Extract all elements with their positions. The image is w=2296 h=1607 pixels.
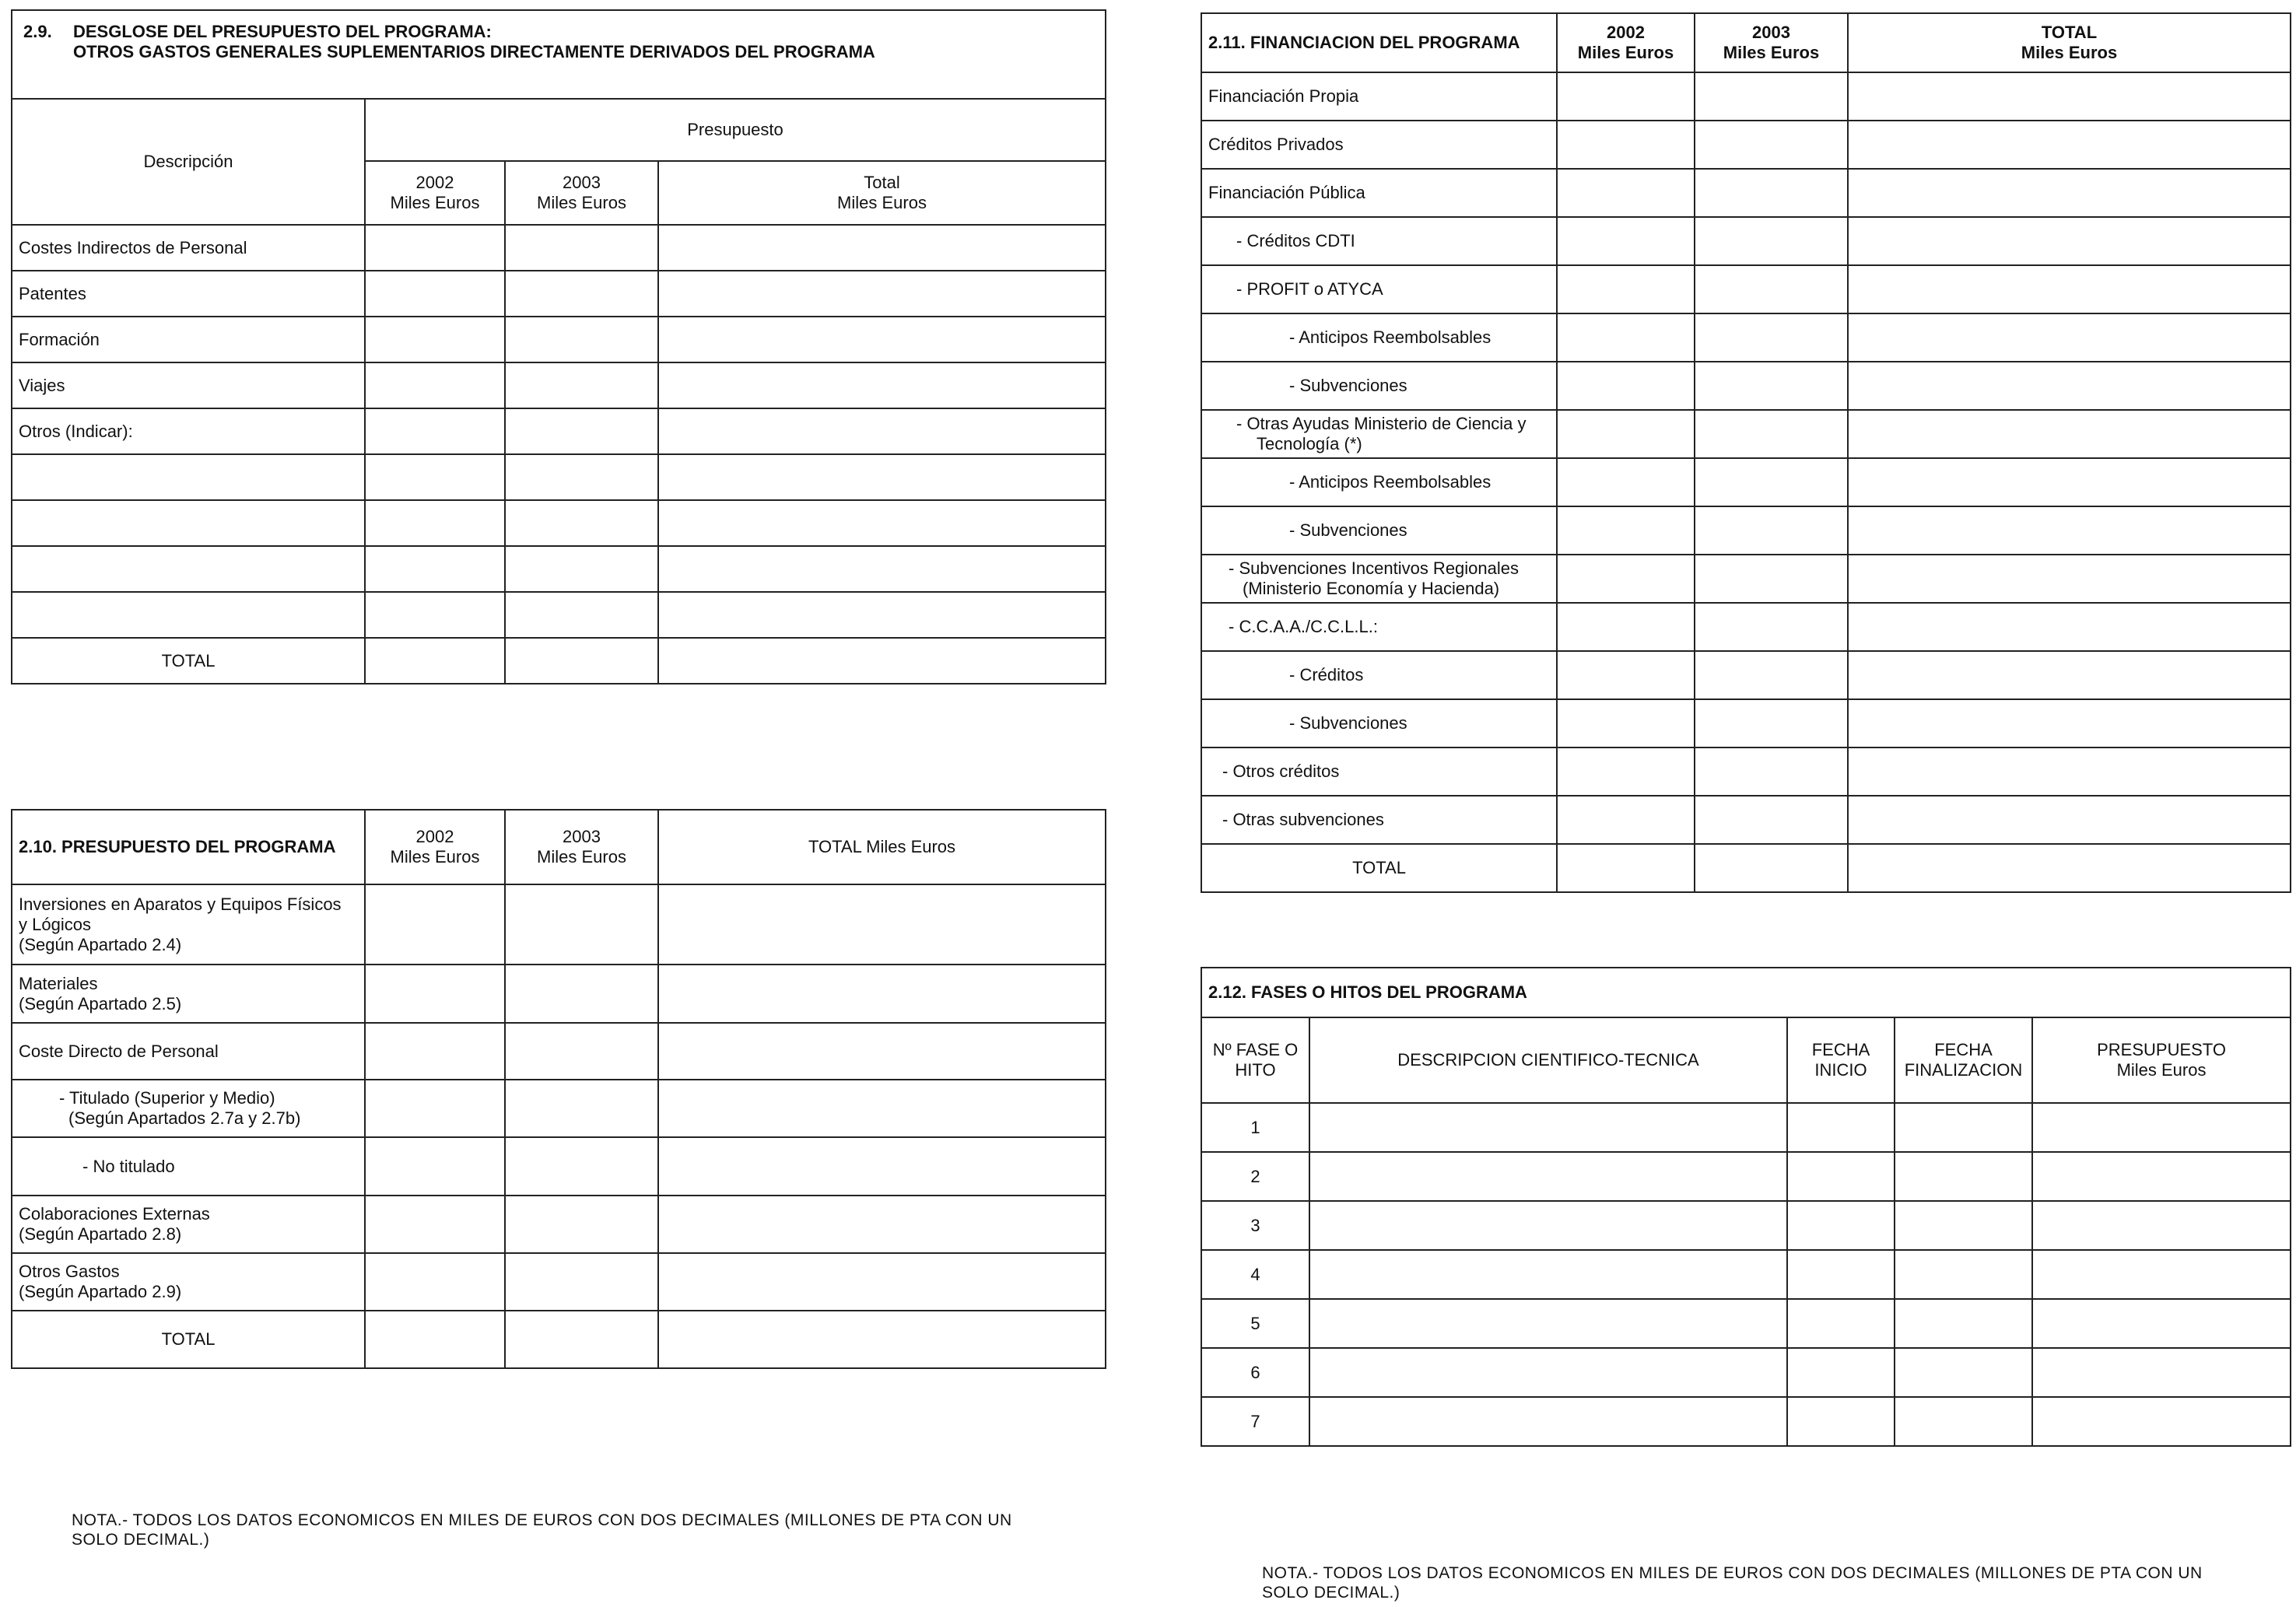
input-cell[interactable]: [1848, 651, 2291, 699]
table-row: [12, 1080, 1106, 1137]
table-row: [1201, 1152, 2291, 1201]
table-row: [1201, 1299, 2291, 1348]
input-cell[interactable]: [658, 884, 1106, 965]
input-cell[interactable]: [1557, 217, 1695, 265]
input-cell[interactable]: [1557, 265, 1695, 313]
fase-number: 3: [1201, 1201, 1309, 1250]
input-cell[interactable]: [1309, 1250, 1787, 1299]
input-cell[interactable]: [1848, 796, 2291, 844]
table-row: [1201, 1250, 2291, 1299]
fase-number: 5: [1201, 1299, 1309, 1348]
input-cell[interactable]: [1695, 217, 1848, 265]
table-row: [1201, 506, 2291, 555]
table-row: [1201, 1397, 2291, 1446]
row-label: - Titulado (Superior y Medio) (Según Apartados 2.7a y 2.7b): [12, 1080, 365, 1137]
section-2-12-title: 2.12. FASES O HITOS DEL PROGRAMA: [1201, 968, 2291, 1017]
input-cell[interactable]: [1787, 1250, 1895, 1299]
row-label: - Créditos CDTI: [1201, 217, 1557, 265]
input-cell[interactable]: [365, 500, 505, 546]
input-cell[interactable]: [658, 1137, 1106, 1196]
table-row: [1201, 747, 2291, 796]
total-row: [1201, 844, 2291, 892]
total-row: [12, 638, 1106, 684]
input-cell[interactable]: [1787, 1103, 1895, 1152]
input-cell[interactable]: [365, 1137, 505, 1196]
input-cell[interactable]: [12, 546, 365, 592]
input-cell[interactable]: [1695, 651, 1848, 699]
fase-number: 7: [1201, 1397, 1309, 1446]
input-cell[interactable]: [1557, 699, 1695, 747]
input-cell[interactable]: [505, 454, 658, 500]
input-cell[interactable]: [1848, 121, 2291, 169]
row-label: - PROFIT o ATYCA: [1201, 265, 1557, 313]
input-cell[interactable]: [1695, 796, 1848, 844]
input-cell[interactable]: [1557, 603, 1695, 651]
row-label: Viajes: [12, 362, 365, 408]
input-cell[interactable]: [12, 500, 365, 546]
total-label: TOTAL: [1201, 844, 1557, 892]
input-cell[interactable]: [1695, 747, 1848, 796]
section-code: 2.9.: [23, 22, 52, 41]
table-row: [12, 362, 1106, 408]
table-row: [1201, 651, 2291, 699]
row-label: Costes Indirectos de Personal: [12, 225, 365, 271]
input-cell[interactable]: [658, 1253, 1106, 1311]
fase-number: 1: [1201, 1103, 1309, 1152]
input-cell[interactable]: [12, 592, 365, 638]
input-cell[interactable]: [658, 271, 1106, 317]
fase-number: 4: [1201, 1250, 1309, 1299]
col-header-presupuesto: PRESUPUESTO Miles Euros: [2032, 1017, 2291, 1103]
input-cell[interactable]: [1557, 121, 1695, 169]
input-cell[interactable]: [2032, 1299, 2291, 1348]
input-cell[interactable]: [365, 454, 505, 500]
input-cell[interactable]: [365, 1023, 505, 1080]
input-cell[interactable]: [658, 362, 1106, 408]
input-cell[interactable]: [365, 884, 505, 965]
table-row: [1201, 796, 2291, 844]
table-2-9: [11, 9, 1106, 684]
input-cell[interactable]: [505, 362, 658, 408]
input-cell[interactable]: [505, 638, 658, 684]
input-cell[interactable]: [505, 1137, 658, 1196]
input-cell[interactable]: [1557, 506, 1695, 555]
input-cell[interactable]: [1695, 603, 1848, 651]
table-row: [12, 965, 1106, 1023]
input-cell[interactable]: [1848, 747, 2291, 796]
input-cell[interactable]: [658, 225, 1106, 271]
row-label: Coste Directo de Personal: [12, 1023, 365, 1080]
input-cell[interactable]: [1848, 169, 2291, 217]
col-header-fecha-inicio: FECHA INICIO: [1787, 1017, 1895, 1103]
input-cell[interactable]: [658, 1080, 1106, 1137]
input-cell[interactable]: [658, 1311, 1106, 1368]
table-row: [12, 317, 1106, 362]
input-cell[interactable]: [1695, 699, 1848, 747]
table-row: [12, 592, 1106, 638]
input-cell[interactable]: [658, 317, 1106, 362]
row-label: Materiales (Según Apartado 2.5): [12, 965, 365, 1023]
input-cell[interactable]: [1695, 121, 1848, 169]
input-cell[interactable]: [1557, 844, 1695, 892]
input-cell[interactable]: [1895, 1152, 2032, 1201]
input-cell[interactable]: [658, 1196, 1106, 1253]
table-row: [1201, 362, 2291, 410]
row-label: - Subvenciones: [1201, 506, 1557, 555]
input-cell[interactable]: [1557, 796, 1695, 844]
col-header-2002: 2002 Miles Euros: [1557, 13, 1695, 72]
table-2-12: [1201, 967, 2291, 1447]
table-row: [1201, 699, 2291, 747]
input-cell[interactable]: [1895, 1201, 2032, 1250]
input-cell[interactable]: [365, 225, 505, 271]
row-label: - Otras Ayudas Ministerio de Ciencia y Tecnología (*): [1201, 410, 1557, 458]
table-row: [12, 1023, 1106, 1080]
col-header-presupuesto: Presupuesto: [365, 99, 1106, 161]
input-cell[interactable]: [658, 454, 1106, 500]
row-label: Otros (Indicar):: [12, 408, 365, 454]
input-cell[interactable]: [1695, 313, 1848, 362]
input-cell[interactable]: [1848, 458, 2291, 506]
input-cell[interactable]: [365, 1311, 505, 1368]
input-cell[interactable]: [505, 1023, 658, 1080]
input-cell[interactable]: [658, 500, 1106, 546]
input-cell[interactable]: [1895, 1299, 2032, 1348]
total-row: [12, 1311, 1106, 1368]
input-cell[interactable]: [1787, 1201, 1895, 1250]
input-cell[interactable]: [1309, 1348, 1787, 1397]
input-cell[interactable]: [365, 965, 505, 1023]
input-cell[interactable]: [1787, 1348, 1895, 1397]
input-cell[interactable]: [1848, 362, 2291, 410]
input-cell[interactable]: [1695, 72, 1848, 121]
input-cell[interactable]: [1848, 555, 2291, 603]
table-row: [1201, 313, 2291, 362]
row-label: - Anticipos Reembolsables: [1201, 313, 1557, 362]
col-header-descripcion: Descripción: [12, 99, 365, 225]
total-label: TOTAL: [12, 1311, 365, 1368]
row-label: - Subvenciones: [1201, 362, 1557, 410]
input-cell[interactable]: [505, 546, 658, 592]
input-cell[interactable]: [365, 362, 505, 408]
input-cell[interactable]: [1557, 72, 1695, 121]
input-cell[interactable]: [505, 965, 658, 1023]
input-cell[interactable]: [1895, 1250, 2032, 1299]
row-label: Financiación Pública: [1201, 169, 1557, 217]
input-cell[interactable]: [365, 271, 505, 317]
row-label: - No titulado: [12, 1137, 365, 1196]
input-cell[interactable]: [1557, 410, 1695, 458]
input-cell[interactable]: [505, 408, 658, 454]
input-cell[interactable]: [505, 592, 658, 638]
total-label: TOTAL: [12, 638, 365, 684]
input-cell[interactable]: [1309, 1152, 1787, 1201]
table-row: [1201, 1201, 2291, 1250]
table-row: [12, 546, 1106, 592]
row-label: - Créditos: [1201, 651, 1557, 699]
input-cell[interactable]: [505, 317, 658, 362]
table-2-10: [11, 809, 1106, 1369]
row-label: Créditos Privados: [1201, 121, 1557, 169]
table-2-11: [1201, 12, 2291, 893]
input-cell[interactable]: [1557, 458, 1695, 506]
input-cell[interactable]: [1848, 217, 2291, 265]
input-cell[interactable]: [2032, 1103, 2291, 1152]
row-label: - Subvenciones Incentivos Regionales (Ministerio Economía y Hacienda): [1201, 555, 1557, 603]
input-cell[interactable]: [505, 500, 658, 546]
table-row: [1201, 555, 2291, 603]
col-header-2002: 2002 Miles Euros: [365, 810, 505, 884]
table-row: [12, 884, 1106, 965]
row-label: - Otras subvenciones: [1201, 796, 1557, 844]
col-header-total: TOTAL Miles Euros: [658, 810, 1106, 884]
input-cell[interactable]: [365, 638, 505, 684]
col-header-descripcion: DESCRIPCION CIENTIFICO-TECNICA: [1309, 1017, 1787, 1103]
input-cell[interactable]: [505, 1311, 658, 1368]
input-cell[interactable]: [365, 408, 505, 454]
section-2-11-title: 2.11. FINANCIACION DEL PROGRAMA: [1201, 13, 1557, 72]
row-label: Inversiones en Aparatos y Equipos Físicos y Lógicos (Según Apartado 2.4): [12, 884, 365, 965]
input-cell[interactable]: [1787, 1152, 1895, 1201]
table-row: [1201, 72, 2291, 121]
input-cell[interactable]: [658, 1023, 1106, 1080]
row-label: - C.C.A.A./C.C.L.L.:: [1201, 603, 1557, 651]
input-cell[interactable]: [505, 271, 658, 317]
row-label: - Otros créditos: [1201, 747, 1557, 796]
table-row: [1201, 1348, 2291, 1397]
input-cell[interactable]: [1557, 169, 1695, 217]
input-cell[interactable]: [1848, 506, 2291, 555]
table-row: [1201, 458, 2291, 506]
col-header-2003: 2003 Miles Euros: [505, 161, 658, 225]
table-row: [12, 454, 1106, 500]
input-cell[interactable]: [2032, 1250, 2291, 1299]
input-cell[interactable]: [1557, 313, 1695, 362]
col-header-fecha-fin: FECHA FINALIZACION: [1895, 1017, 2032, 1103]
input-cell[interactable]: [1848, 410, 2291, 458]
table-row: [1201, 169, 2291, 217]
input-cell[interactable]: [505, 1253, 658, 1311]
input-cell[interactable]: [365, 592, 505, 638]
input-cell[interactable]: [658, 965, 1106, 1023]
row-label: Formación: [12, 317, 365, 362]
col-header-2003: 2003 Miles Euros: [1695, 13, 1848, 72]
input-cell[interactable]: [365, 1253, 505, 1311]
input-cell[interactable]: [658, 408, 1106, 454]
row-label: Patentes: [12, 271, 365, 317]
input-cell[interactable]: [505, 1080, 658, 1137]
row-label: Financiación Propia: [1201, 72, 1557, 121]
col-header-2003: 2003 Miles Euros: [505, 810, 658, 884]
input-cell[interactable]: [1848, 313, 2291, 362]
section-2-10-title: 2.10. PRESUPUESTO DEL PROGRAMA: [12, 810, 365, 884]
input-cell[interactable]: [1695, 362, 1848, 410]
input-cell[interactable]: [1848, 265, 2291, 313]
input-cell[interactable]: [658, 592, 1106, 638]
input-cell[interactable]: [1695, 169, 1848, 217]
table-row: [1201, 265, 2291, 313]
nota-right: NOTA.- TODOS LOS DATOS ECONOMICOS EN MILES DE EUROS CON DOS DECIMALES (MILLONES DE PTA CON UN SOLO DECIMAL.): [1262, 1564, 2203, 1602]
input-cell[interactable]: [505, 1196, 658, 1253]
input-cell[interactable]: [2032, 1201, 2291, 1250]
input-cell[interactable]: [1309, 1103, 1787, 1152]
input-cell[interactable]: [1787, 1299, 1895, 1348]
input-cell[interactable]: [1695, 844, 1848, 892]
input-cell[interactable]: [2032, 1348, 2291, 1397]
input-cell[interactable]: [1557, 651, 1695, 699]
col-header-fase: Nº FASE O HITO: [1201, 1017, 1309, 1103]
table-row: [1201, 603, 2291, 651]
input-cell[interactable]: [1695, 506, 1848, 555]
input-cell[interactable]: [365, 317, 505, 362]
input-cell[interactable]: [365, 546, 505, 592]
table-row: [12, 500, 1106, 546]
input-cell[interactable]: [1695, 555, 1848, 603]
row-label: - Anticipos Reembolsables: [1201, 458, 1557, 506]
input-cell[interactable]: [505, 225, 658, 271]
input-cell[interactable]: [1787, 1397, 1895, 1446]
input-cell[interactable]: [1309, 1201, 1787, 1250]
input-cell[interactable]: [2032, 1397, 2291, 1446]
table-row: [12, 1253, 1106, 1311]
table-row: [12, 1196, 1106, 1253]
input-cell[interactable]: [1309, 1397, 1787, 1446]
table-row: [1201, 1103, 2291, 1152]
input-cell[interactable]: [1895, 1397, 2032, 1446]
nota-left: NOTA.- TODOS LOS DATOS ECONOMICOS EN MILES DE EUROS CON DOS DECIMALES (MILLONES DE PTA CON UN SOLO DECIMAL.): [72, 1511, 1012, 1549]
row-label: Colaboraciones Externas (Según Apartado 2.8): [12, 1196, 365, 1253]
input-cell[interactable]: [1848, 603, 2291, 651]
table-row: [12, 225, 1106, 271]
input-cell[interactable]: [1848, 844, 2291, 892]
input-cell[interactable]: [1895, 1103, 2032, 1152]
input-cell[interactable]: [1557, 362, 1695, 410]
input-cell[interactable]: [1309, 1299, 1787, 1348]
input-cell[interactable]: [1557, 555, 1695, 603]
input-cell[interactable]: [1848, 72, 2291, 121]
row-label: Otros Gastos (Según Apartado 2.9): [12, 1253, 365, 1311]
col-header-2002: 2002 Miles Euros: [365, 161, 505, 225]
input-cell[interactable]: [1695, 458, 1848, 506]
section-2-9-title: 2.9. DESGLOSE DEL PRESUPUESTO DEL PROGRAMA: OTROS GASTOS GENERALES SUPLEMENTARIOS DIRECTAMENTE DERIVADOS DEL PROGRAMA: [12, 10, 1106, 99]
fase-number: 2: [1201, 1152, 1309, 1201]
input-cell[interactable]: [365, 1196, 505, 1253]
input-cell[interactable]: [12, 454, 365, 500]
input-cell[interactable]: [658, 546, 1106, 592]
input-cell[interactable]: [365, 1080, 505, 1137]
row-label: - Subvenciones: [1201, 699, 1557, 747]
table-row: [12, 1137, 1106, 1196]
table-row: [12, 408, 1106, 454]
input-cell[interactable]: [1895, 1348, 2032, 1397]
input-cell[interactable]: [658, 638, 1106, 684]
input-cell[interactable]: [1695, 410, 1848, 458]
input-cell[interactable]: [505, 884, 658, 965]
col-header-total: TOTAL Miles Euros: [1848, 13, 2291, 72]
input-cell[interactable]: [1695, 265, 1848, 313]
input-cell[interactable]: [1848, 699, 2291, 747]
table-row: [12, 271, 1106, 317]
table-row: [1201, 121, 2291, 169]
input-cell[interactable]: [2032, 1152, 2291, 1201]
col-header-total: Total Miles Euros: [658, 161, 1106, 225]
fase-number: 6: [1201, 1348, 1309, 1397]
table-row: [1201, 217, 2291, 265]
input-cell[interactable]: [1557, 747, 1695, 796]
table-row: [1201, 410, 2291, 458]
